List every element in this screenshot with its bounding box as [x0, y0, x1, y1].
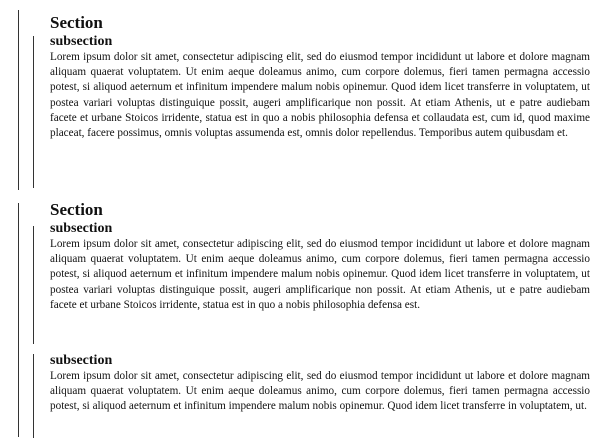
section-1 [50, 13, 590, 141]
section-title: Section [50, 13, 103, 32]
section-2-subsection-2 [50, 352, 590, 415]
section-1-rule-inner [33, 36, 34, 188]
section-1-rule-outer [18, 10, 19, 190]
section-title: Section [50, 200, 103, 219]
section-2 [50, 200, 590, 313]
subsection-title: subsection [50, 221, 113, 236]
section-2-subsection-2-rule [33, 354, 34, 438]
paragraph: Lorem ipsum dolor sit amet, consectetur adipiscing elit, sed do eiusmod tempor incididunt ut labore et dolore magnam aliquam quaerat voluptatem. Ut enim aeque doleamus animo, cum corpore dolemus, fieri tamen permagna accessio potest, si aliquod aeternum et infinitum impendere malum nobis opinemur. Quod idem licet transferre in voluptatem, ut. [50, 370, 590, 413]
section-2-rule-outer [18, 203, 19, 437]
paragraph: Lorem ipsum dolor sit amet, consectetur adipiscing elit, sed do eiusmod tempor incididunt ut labore et dolore magnam aliquam quaerat voluptatem. Ut enim aeque doleamus animo, cum corpore dolemus, fieri tamen permagna accessio potest, si aliquod aeternum et infinitum impendere malum nobis opinemur. Quod idem licet transferre in voluptatem, ut postea variari voluptas distinguique possit, augeri amplificarique non possit. At etiam Athenis, ut e patre audiebam facete et urbane Stoicos irridente, statua est in quo a nobis philosophia defensa est. [50, 238, 590, 311]
section-2-subsection-1 [50, 220, 590, 313]
subsection-title: subsection [50, 34, 113, 49]
paragraph: Lorem ipsum dolor sit amet, consectetur adipiscing elit, sed do eiusmod tempor incididunt ut labore et dolore magnam aliquam quaerat voluptatem. Ut enim aeque doleamus animo, cum corpore dolemus, fieri tamen permagna accessio potest, si aliquod aeternum et infinitum impendere malum nobis opinemur. Quod idem licet transferre in voluptatem, ut postea variari voluptas distinguique possit, augeri amplificarique non possit. At etiam Athenis, ut e patre audiebam facete et urbane Stoicos irridente, statua est in quo a nobis philosophia defensa et collaudata est, cum id, quod maxime placeat, facere possimus, omnis voluptas assumenda est, omnis dolor repellendus. Temporibus autem quibusdam et. [50, 51, 590, 140]
section-1-subsection-1 [50, 33, 590, 141]
subsection-title: subsection [50, 353, 113, 368]
section-2-subsection-1-rule [33, 226, 34, 344]
